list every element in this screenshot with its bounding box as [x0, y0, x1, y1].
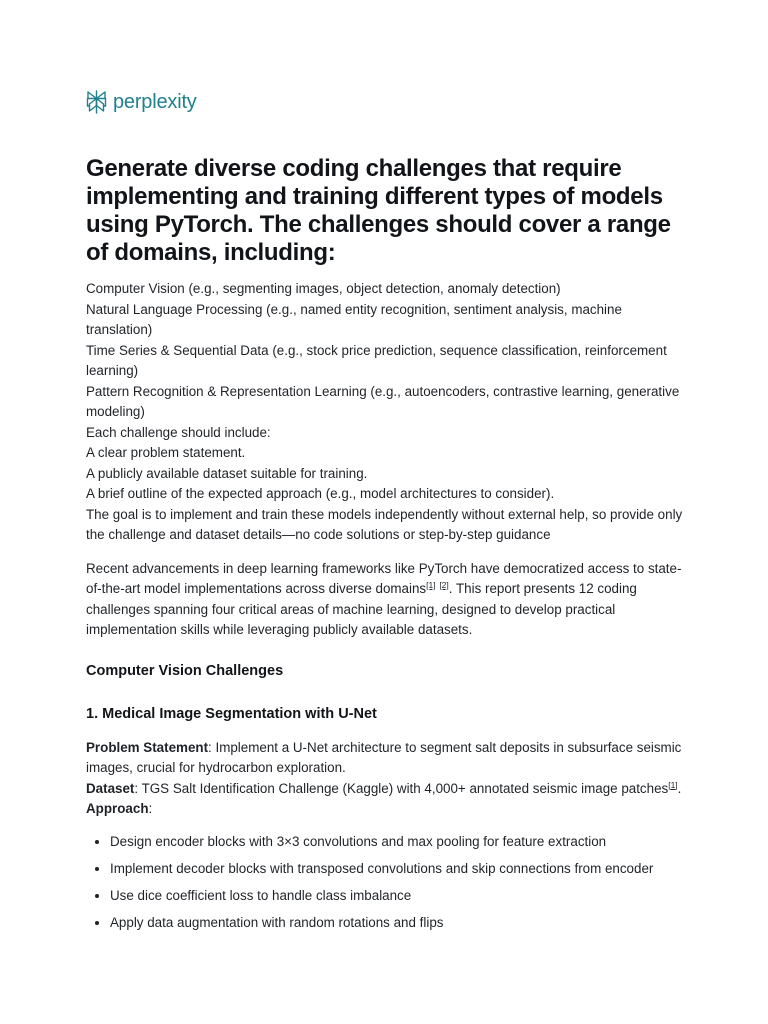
challenge-details: [86, 738, 686, 820]
intro-paragraph: [86, 559, 686, 641]
question-line: A publicly available dataset suitable for training.: [86, 465, 368, 481]
citation-link[interactable]: [1]: [668, 779, 678, 790]
dataset: [86, 779, 686, 800]
section-heading: Computer Vision Challenges: [86, 662, 284, 679]
challenge-heading: 1. Medical Image Segmentation with U-Net: [86, 705, 377, 722]
approach: [86, 799, 686, 820]
question-line: The goal is to implement and train these models independently without external help, so provide only the challenge and dataset details—no code solutions or step-by-step guidance: [86, 506, 683, 542]
question-line: A clear problem statement.: [86, 445, 246, 460]
intro-text-before: Recent advancements in deep learning frameworks like PyTorch have democratized access to state-of-the-art model implementations across diverse domains: [86, 560, 682, 596]
dataset-label: Dataset: [86, 780, 135, 796]
approach-list: [86, 832, 686, 933]
question-line: Pattern Recognition & Representation Learning (e.g., autoencoders, contrastive learning, generative modeling): [86, 383, 680, 419]
dataset-end: .: [677, 780, 682, 796]
question-line: Computer Vision (e.g., segmenting images, object detection, anomaly detection): [86, 281, 561, 296]
intro-text-after: . This report presents 12 coding challenges spanning four critical areas of machine learning, designed to develop practical implementation skills while leveraging publicly available datasets.: [86, 581, 637, 637]
approach-label: Approach: [86, 801, 149, 816]
perplexity-logo[interactable]: [86, 90, 197, 114]
question-line: Each challenge should include:: [86, 424, 271, 440]
citation-link[interactable]: [1]: [426, 580, 436, 590]
list-item: • Use dice coefficient loss to handle class imbalance: [110, 886, 686, 906]
problem-text: : Implement a U-Net architecture to segment salt deposits in subsurface seismic images, crucial for hydrocarbon exploration.: [86, 739, 682, 775]
dataset-text: : TGS Salt Identification Challenge (Kaggle) with 4,000+ annotated seismic image patches: [134, 780, 669, 796]
list-item: • Implement decoder blocks with transposed convolutions and skip connections from encoder: [110, 859, 686, 879]
question-line: Natural Language Processing (e.g., named entity recognition, sentiment analysis, machine translation): [86, 301, 622, 337]
list-item: • Design encoder blocks with 3×3 convolutions and max pooling for feature extraction: [110, 832, 686, 852]
perplexity-logo-icon: [86, 90, 107, 114]
question-line: A brief outline of the expected approach (e.g., model architectures to consider).: [86, 486, 555, 501]
approach-colon: :: [148, 801, 153, 816]
question-title: Generate diverse coding challenges that require implementing and training different types of models using PyTorch. The challenges should cover a range of domains, including:: [86, 155, 671, 266]
citation-link[interactable]: [2]: [439, 580, 449, 590]
brand-name: perplexity: [113, 90, 197, 113]
question-line: Time Series & Sequential Data (e.g., stock price prediction, sequence classification, reinforcement learning): [86, 342, 667, 378]
answer-document: [86, 155, 686, 940]
problem-statement: [86, 738, 686, 779]
list-item: • Apply data augmentation with random rotations and flips: [110, 913, 686, 933]
question-body: [86, 279, 686, 546]
problem-label: Problem Statement: [86, 739, 209, 755]
